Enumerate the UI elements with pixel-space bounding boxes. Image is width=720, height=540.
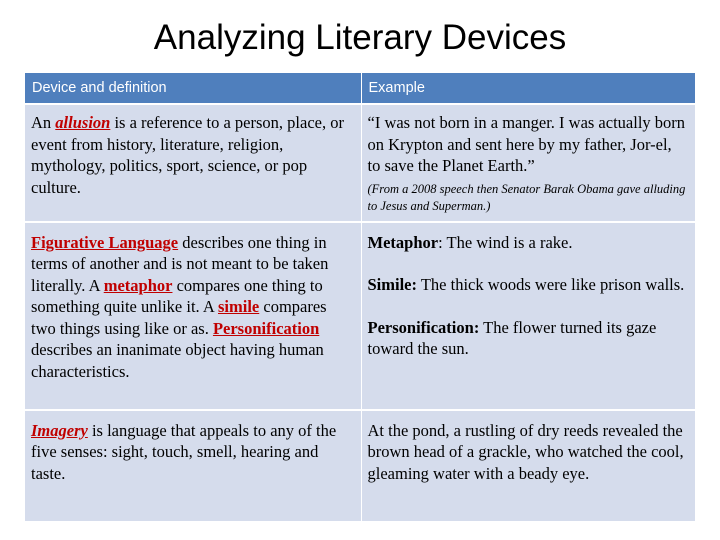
allusion-definition-cell	[25, 104, 361, 222]
example-label: Simile:	[367, 275, 417, 294]
term-metaphor: metaphor	[103, 275, 173, 295]
table-header-row	[25, 73, 695, 104]
figurative-definition-cell	[25, 222, 361, 410]
term-simile: simile	[218, 297, 260, 316]
imagery-definition-cell	[25, 410, 361, 521]
example-metaphor	[368, 232, 689, 254]
column-header-example: Example	[361, 73, 695, 104]
term-imagery: Imagery	[31, 420, 88, 440]
figurative-example-cell	[361, 222, 695, 410]
example-source-note: (From a 2008 speech then Senator Barak Obama gave alluding to Jesus and Superman.)	[367, 181, 686, 213]
table-row	[25, 410, 695, 521]
term-allusion: allusion	[55, 113, 111, 132]
literary-devices-table	[25, 73, 696, 521]
example-quote: “I was not born in a manger. I was actually born on Krypton and sent here by my father, Jor-el, to save the Planet Earth.”	[367, 113, 686, 175]
example-label: Personification:	[367, 317, 480, 337]
term-figurative-language: Figurative Language	[31, 232, 179, 252]
example-simile	[368, 274, 689, 296]
term-personification: Personification	[212, 318, 320, 338]
definition-text: compares two things using like or as.	[31, 297, 327, 338]
imagery-example-cell	[361, 410, 695, 521]
example-text: At the pond, a rustling of dry reeds revealed the brown head of a grackle, who watched the cool, gleaming water with a beady eye.	[367, 420, 684, 483]
definition-text: is language that appeals to any of the five senses: sight, touch, smell, hearing and taste.	[31, 420, 337, 483]
table-row	[25, 222, 695, 410]
example-personification	[368, 317, 689, 360]
column-header-device: Device and definition	[25, 73, 361, 104]
definition-text: describes an inanimate object having human characteristics.	[31, 340, 324, 381]
definition-text: is a reference to a person, place, or event from history, literature, religion, mythology, politics, sport, science, or pop culture.	[31, 113, 344, 197]
definition-prefix: An	[31, 113, 56, 132]
definition-text: compares one thing to something quite unlike it. A	[31, 275, 323, 316]
allusion-example-cell	[361, 104, 695, 222]
example-text: : The wind is a rake.	[438, 232, 573, 252]
example-text: The thick woods were like prison walls.	[417, 275, 685, 294]
example-label: Metaphor	[367, 232, 439, 252]
example-text: The flower turned its gaze toward the sun.	[367, 317, 657, 358]
definition-text: describes one thing in terms of another and is not meant to be taken literally. A	[31, 232, 329, 295]
table-row	[25, 104, 695, 222]
page-title: Analyzing Literary Devices	[153, 18, 567, 57]
